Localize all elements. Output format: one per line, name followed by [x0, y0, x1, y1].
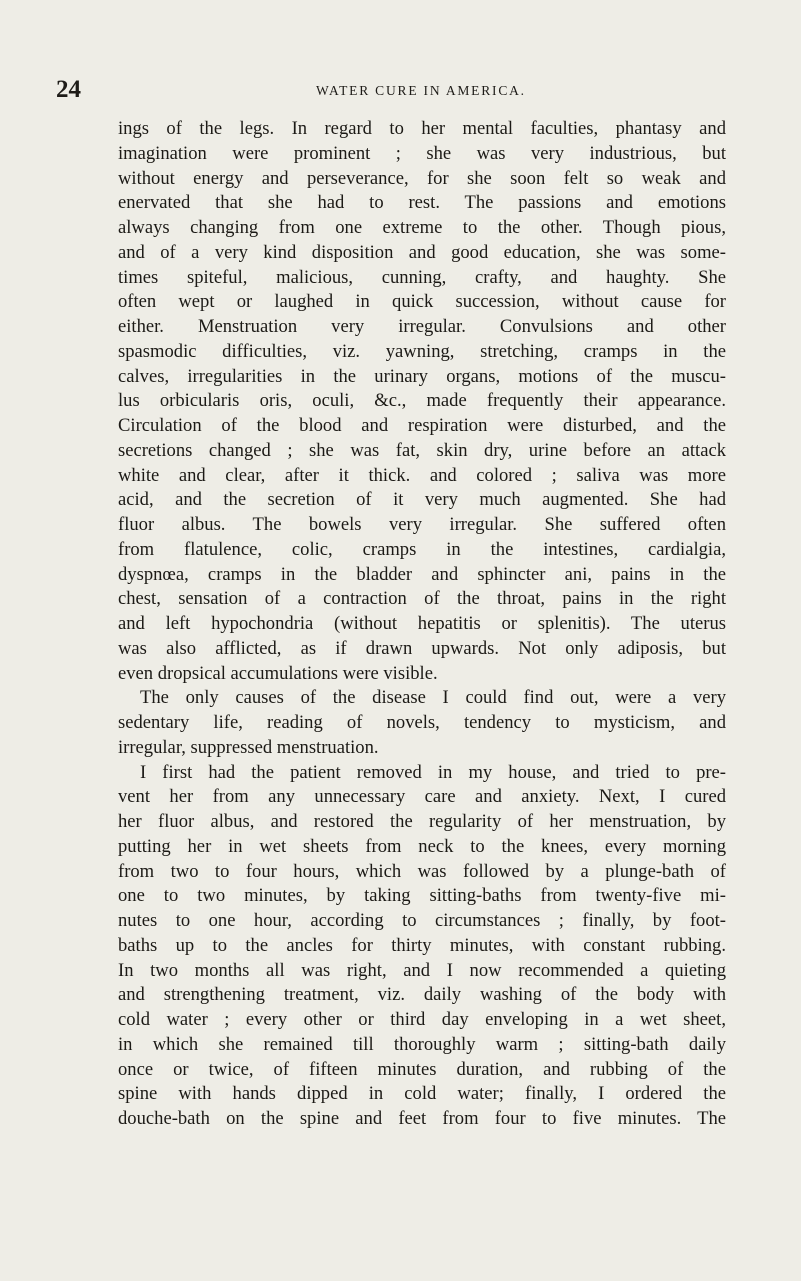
text-line: from two to four hours, which was followed by a plunge-bath of: [118, 860, 726, 882]
text-line: and left hypochondria (without hepatitis or splenitis). The uterus: [118, 613, 726, 634]
body-text: [118, 117, 726, 1132]
text-line: vent her from any unnecessary care and anxiety. Next, I cured: [118, 786, 726, 808]
text-line: lus orbicularis oris, oculi, &c., made frequently their appearance.: [118, 390, 726, 412]
text-line: sedentary life, reading of novels, tendency to mysticism, and: [118, 712, 726, 733]
text-line: The only causes of the disease I could find out, were a very: [140, 687, 726, 709]
text-line: irregular, suppressed menstruation.: [118, 736, 379, 758]
text-line: one to two minutes, by taking sitting-baths from twenty-five mi-: [118, 885, 726, 907]
text-line: cold water ; every other or third day enveloping in a wet sheet,: [118, 1009, 726, 1030]
text-line: nutes to one hour, according to circumstances ; finally, by foot-: [118, 910, 726, 931]
text-line: from flatulence, colic, cramps in the intestines, cardialgia,: [118, 538, 726, 560]
text-line: often wept or laughed in quick succession, without cause for: [118, 291, 726, 313]
page-number: 24: [56, 76, 81, 103]
text-line: either. Menstruation very irregular. Convulsions and other: [118, 316, 726, 337]
text-line: white and clear, after it thick. and colored ; saliva was more: [118, 464, 726, 486]
text-line: once or twice, of fifteen minutes duration, and rubbing of the: [118, 1058, 726, 1080]
text-line: douche-bath on the spine and feet from four to five minutes. The: [118, 1108, 726, 1129]
text-line: spasmodic difficulties, viz. yawning, stretching, cramps in the: [118, 340, 726, 362]
text-line: putting her in wet sheets from neck to the knees, every morning: [118, 835, 726, 857]
text-line: enervated that she had to rest. The passions and emotions: [118, 192, 726, 214]
text-line: even dropsical accumulations were visible.: [118, 662, 438, 684]
text-line: Circulation of the blood and respiration were disturbed, and the: [118, 415, 726, 436]
text-line: fluor albus. The bowels very irregular. She suffered often: [118, 514, 726, 535]
text-line: always changing from one extreme to the other. Though pious,: [118, 217, 726, 238]
text-line: and of a very kind disposition and good education, she was some-: [118, 241, 726, 263]
text-line: baths up to the ancles for thirty minutes, with constant rubbing.: [118, 934, 726, 956]
text-line: chest, sensation of a contraction of the throat, pains in the right: [118, 588, 726, 610]
text-line: In two months all was right, and I now recommended a quieting: [118, 959, 726, 981]
text-line: dyspnœa, cramps in the bladder and sphincter ani, pains in the: [118, 563, 726, 585]
running-title: WATER CURE IN AMERICA.: [316, 83, 526, 98]
text-line: secretions changed ; she was fat, skin dry, urine before an attack: [118, 439, 726, 461]
text-line: and strengthening treatment, viz. daily washing of the body with: [118, 984, 726, 1006]
text-line: imagination were prominent ; she was very industrious, but: [118, 142, 726, 164]
text-line: acid, and the secretion of it very much augmented. She had: [118, 489, 726, 511]
text-line: ings of the legs. In regard to her mental faculties, phantasy and: [118, 118, 726, 139]
text-line: in which she remained till thoroughly warm ; sitting-bath daily: [118, 1033, 726, 1055]
text-line: without energy and perseverance, for she soon felt so weak and: [118, 167, 726, 189]
text-line: calves, irregularities in the urinary organs, motions of the muscu-: [118, 365, 726, 387]
text-line: her fluor albus, and restored the regularity of her menstruation, by: [118, 811, 726, 832]
text-line: I first had the patient removed in my house, and tried to pre-: [140, 761, 726, 783]
text-line: times spiteful, malicious, cunning, crafty, and haughty. She: [118, 266, 726, 288]
text-line: spine with hands dipped in cold water; finally, I ordered the: [118, 1083, 726, 1105]
page-header: [56, 76, 736, 102]
text-line: was also afflicted, as if drawn upwards. Not only adiposis, but: [118, 637, 726, 659]
